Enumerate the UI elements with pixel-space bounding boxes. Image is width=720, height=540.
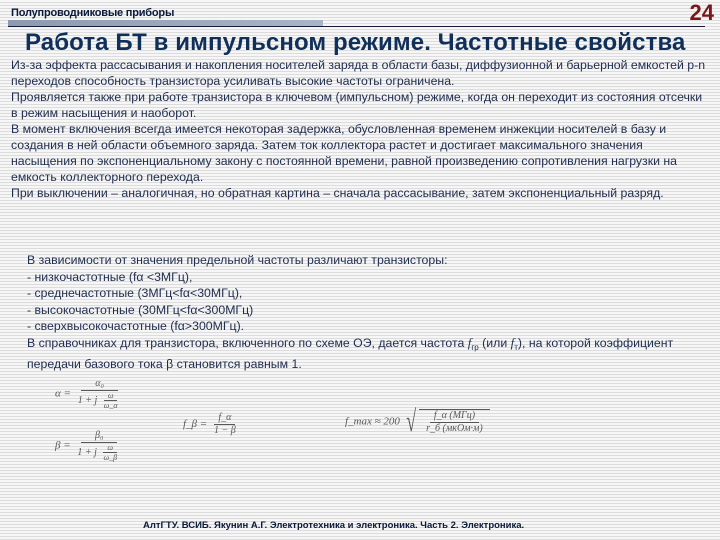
formula-f-beta-lhs: f_β = [183,418,208,431]
symbol-fgr [468,335,479,350]
formula-f-beta-den: 1 − β [213,425,236,436]
symbol-fgr-base: f [467,334,472,350]
formula-alpha-num: α₀ [81,378,118,391]
paragraph-turn-off: При выключении – аналогичная, но обратная картина – сначала рассасывание, затем экспоненциальный разряд. [11,186,664,200]
slide-title: Работа БТ в импульсном режиме. Частотные свойства [25,29,686,56]
classification-block [27,252,707,373]
intro-text-block [11,57,711,201]
sqrt-radical-icon: √ [405,405,416,438]
formula-alpha-inner-num: ω [104,391,118,401]
paragraph-turn-on: В момент включения всегда имеется некоторая задержка, обусловленная временем инжекции носителей в базу и создания в ней области объемного заряда. Затем ток коллектора растет и достигает максимального значения насыщения по экспоненциальному закону с постоянной времени, равной произведению сопротивления нагрузки на емкость коллекторного перехода. [11,122,677,184]
formula-f-beta-num: f_α [214,412,235,425]
formula-beta-lhs: β = [55,439,71,452]
formula-alpha-fraction [74,378,126,410]
classification-item-high: - высокочастотные (30МГц<fα<300МГц) [27,302,254,317]
reference-frequency-text [27,335,707,373]
paragraph-switching-mode: Проявляется также при работе транзистора в ключевом (импульсном) режиме, когда он переходит из состояния отсечки в режим насыщения и наоборот. [11,90,703,120]
reference-text-before: В справочниках для транзистора, включенного по схеме ОЭ, дается частота [27,335,468,350]
classification-intro: В зависимости от значения предельной частоты различают транзисторы: [27,253,448,267]
formula-alpha-den [74,391,126,410]
formula-beta-den [73,443,125,462]
classification-item-ultra: - сверхвысокочастотные (fα>300МГц). [27,319,245,333]
formula-beta-inner-fraction [99,443,121,462]
formula-f-beta [183,412,240,437]
formula-beta-inner-num: ω [103,443,117,453]
page-number: 24 [689,0,714,25]
paragraph-recombination: Из-за эффекта рассасывания и накопления носителей заряда в области базы, диффузионной и барьерной емкостей p-n переходов способность транзистора усиливать высокие частоты ограничена. [11,58,706,88]
formula-f-max [345,407,490,437]
formula-alpha-inner-den: ω_α [103,401,118,410]
symbol-ft-base: f [510,334,515,350]
classification-item-low: - низкочастотные (fα <3МГц), [27,269,193,284]
formula-beta-den-prefix: 1 + j [77,446,97,458]
formula-f-max-lhs: f_max ≈ 200 [345,415,400,428]
formula-alpha-lhs: α = [55,387,71,400]
formula-beta-fraction [73,430,125,462]
formula-f-max-fraction [422,410,487,435]
formula-beta-num: β₀ [81,430,117,443]
symbol-ft-sub: т [514,342,518,352]
footer-text: АлтГТУ. ВСИБ. Якунин А.Г. Электротехника и электроника. Часть 2. Электроника. [143,520,525,531]
symbol-fgr-sub: гр [471,342,479,352]
formula-alpha-den-prefix: 1 + j [77,394,98,406]
reference-text-after: ), на которой коэффициент передачи базового тока β становится равным 1. [27,335,674,371]
symbol-ft [511,335,518,350]
classification-item-mid: - среднечастотные (3МГц<fα<30МГц), [27,286,243,300]
reference-text-middle: (или [478,335,511,350]
formula-beta [55,430,125,462]
header-rule [8,26,705,27]
formula-f-beta-fraction [210,412,240,437]
section-label: Полупроводниковые приборы [11,7,175,19]
formula-alpha-inner-fraction [100,391,122,410]
formula-f-max-sqrt-body [419,409,490,435]
formula-f-max-sqrt [403,407,490,437]
formula-beta-inner-den: ω_β [103,453,118,462]
formula-alpha [55,378,126,410]
formula-f-max-num: f_α (МГц) [430,410,479,423]
formula-f-max-den: r_б (мкОм·м) [426,423,483,434]
